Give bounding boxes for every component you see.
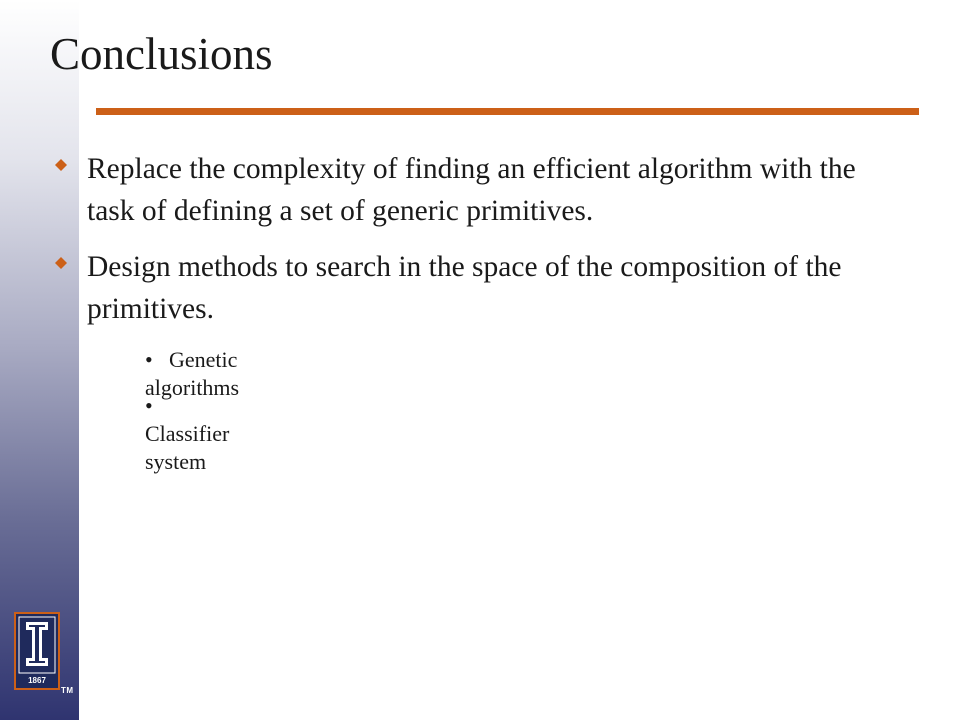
sub-bullet-item — [145, 392, 229, 476]
trademark-mark: TM — [61, 686, 74, 695]
slide-title: Conclusions — [50, 29, 273, 79]
diamond-bullet-icon — [54, 158, 68, 172]
bullet-text: Design methods to search in the space of the composition of the primitives. — [87, 251, 842, 325]
university-block-i-logo — [14, 612, 60, 690]
diamond-bullet-icon — [54, 256, 68, 270]
title-underline — [96, 108, 919, 115]
bullet-text: Replace the complexity of finding an efficient algorithm with the task of defining a set of generic primitives. — [87, 153, 856, 227]
dot-bullet-icon: • — [145, 347, 153, 372]
dot-bullet-icon: • — [145, 393, 153, 418]
logo-year: 1867 — [28, 676, 46, 685]
sub-bullet-text: Classifier system — [145, 421, 230, 474]
sub-bullet-text: Genetic algorithms — [145, 347, 240, 400]
